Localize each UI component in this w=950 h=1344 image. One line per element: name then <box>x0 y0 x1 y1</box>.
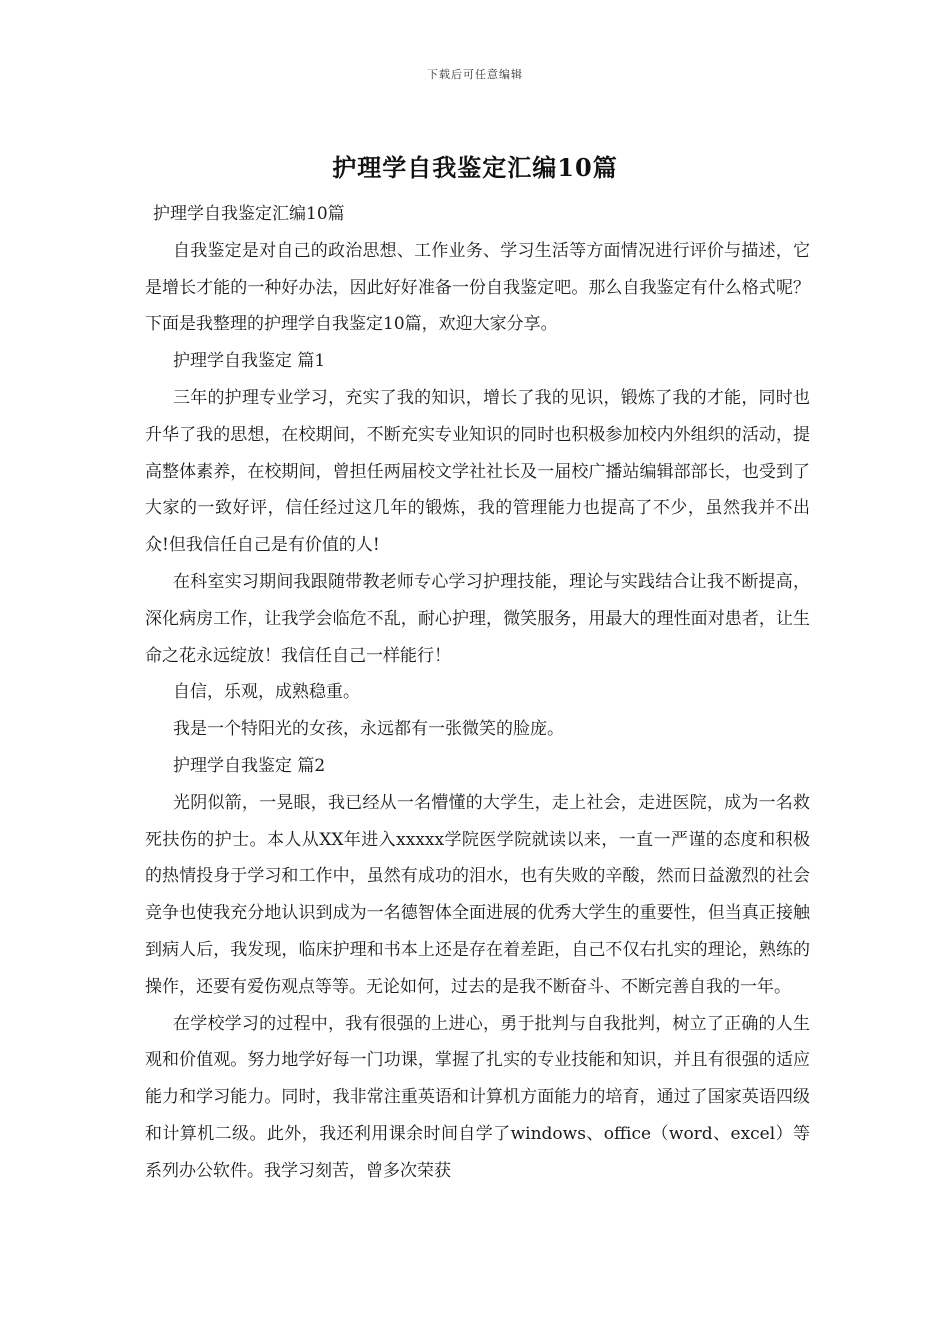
paragraph: 在学校学习的过程中，我有很强的上进心，勇于批判与自我批判，树立了正确的人生观和价值观。努力地学好每一门功课，掌握了扎实的专业技能和知识，并且有很强的适应能力和学习能力。同时，我非常注重英语和计算机方面能力的培育，通过了国家英语四级和计算机二级。此外，我还利用课余时间自学了windows、office（word、excel）等系列办公软件。我学习刻苦，曾多次荣获 <box>145 1013 810 1181</box>
section-heading-1: 护理学自我鉴定 篇1 <box>173 351 326 372</box>
paragraph: 自信，乐观，成熟稳重。 <box>173 682 360 703</box>
intro-paragraph: 自我鉴定是对自己的政治思想、工作业务、学习生活等方面情况进行评价与描述，它是增长才能的一种好办法，因此好好准备一份自我鉴定吧。那么自我鉴定有什么格式呢？下面是我整理的护理学自我鉴定10篇，欢迎大家分享。 <box>145 240 810 335</box>
subtitle-line: 护理学自我鉴定汇编10篇 <box>153 204 345 224</box>
section-heading-2: 护理学自我鉴定 篇2 <box>173 755 326 776</box>
header-note: 下载后可任意编辑 <box>427 68 523 81</box>
paragraph: 三年的护理专业学习，充实了我的知识，增长了我的见识，锻炼了我的才能，同时也升华了我的思想，在校期间，不断充实专业知识的同时也积极参加校内外组织的活动，提高整体素养，在校期间，曾担任两届校文学社社长及一届校广播站编辑部部长，也受到了大家的一致好评，信任经过这几年的锻炼，我的管理能力也提高了不少，虽然我并不出众!但我信任自己是有价值的人! <box>145 387 810 556</box>
paragraph: 光阴似箭，一晃眼，我已经从一名懵懂的大学生，走上社会，走进医院，成为一名救死扶伤的护士。本人从XX年进入xxxxx学院医学院就读以来，一直一严谨的态度和积极的热情投身于学习和工作中，虽然有成功的泪水，也有失败的辛酸，然而日益激烈的社会竞争也使我充分地认识到成为一名德智体全面进展的优秀大学生的重要性，但当真正接触到病人后，我发现，临床护理和书本上还是存在着差距，自己不仅右扎实的理论，熟练的操作，还要有爱伤观点等等。无论如何，过去的是我不断奋斗、不断完善自我的一年。 <box>145 792 810 997</box>
document-title: 护理学自我鉴定汇编10篇 <box>332 153 618 182</box>
document-body <box>145 196 810 1190</box>
paragraph: 在科室实习期间我跟随带教老师专心学习护理技能，理论与实践结合让我不断提高，深化病房工作，让我学会临危不乱，耐心护理，微笑服务，用最大的理性面对患者，让生命之花永远绽放！我信任自己一样能行！ <box>145 571 810 666</box>
paragraph: 我是一个特阳光的女孩，永远都有一张微笑的脸庞。 <box>173 719 564 740</box>
